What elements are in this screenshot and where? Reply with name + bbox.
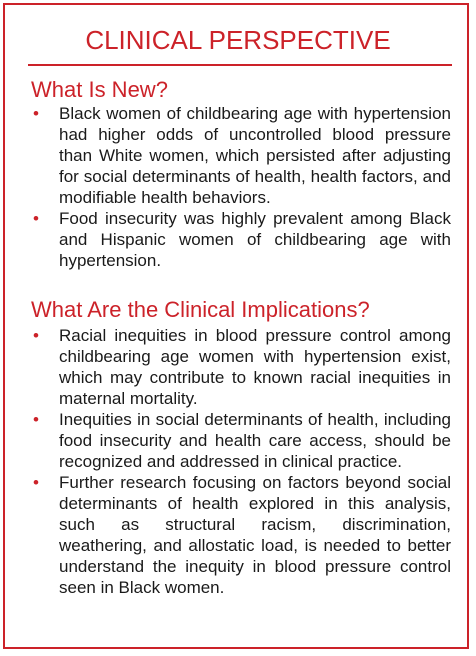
clinical-implications-list — [31, 325, 451, 598]
bullet-text: Inequities in social determinants of health, including food insecurity and health care access, should be recognized and addressed in clinical practice. — [59, 410, 451, 471]
title-divider — [28, 64, 452, 66]
what-is-new-list — [31, 103, 451, 271]
bullet-text: Black women of childbearing age with hypertension had higher odds of uncontrolled blood pressure than White women, which persisted after adjusting for social determinants of health, health factors, and modifiable health behaviors. — [59, 104, 451, 207]
bullet-icon: • — [33, 104, 39, 123]
bullet-icon: • — [33, 410, 39, 429]
list-item — [31, 325, 451, 409]
bullet-text: Further research focusing on factors beyond social determinants of health explored in this analysis, such as structural racism, discrimination, weathering, and allostatic load, is needed to better understand the inequity in blood pressure control seen in Black women. — [59, 473, 451, 597]
bullet-icon: • — [33, 473, 39, 492]
bullet-icon: • — [33, 326, 39, 345]
list-item — [31, 409, 451, 472]
list-item — [31, 103, 451, 208]
bullet-text: Racial inequities in blood pressure control among childbearing age women with hypertension exist, which may contribute to known racial inequities in maternal mortality. — [59, 326, 451, 408]
section-heading-what-is-new: What Is New? — [31, 77, 168, 102]
section-heading-clinical-implications: What Are the Clinical Implications? — [31, 297, 370, 322]
list-item — [31, 472, 451, 598]
box-title: CLINICAL PERSPECTIVE — [85, 25, 391, 55]
bullet-text: Food insecurity was highly prevalent among Black and Hispanic women of childbearing age with hypertension. — [59, 209, 451, 270]
clinical-perspective-box — [3, 3, 469, 649]
bullet-icon: • — [33, 209, 39, 228]
list-item — [31, 208, 451, 271]
